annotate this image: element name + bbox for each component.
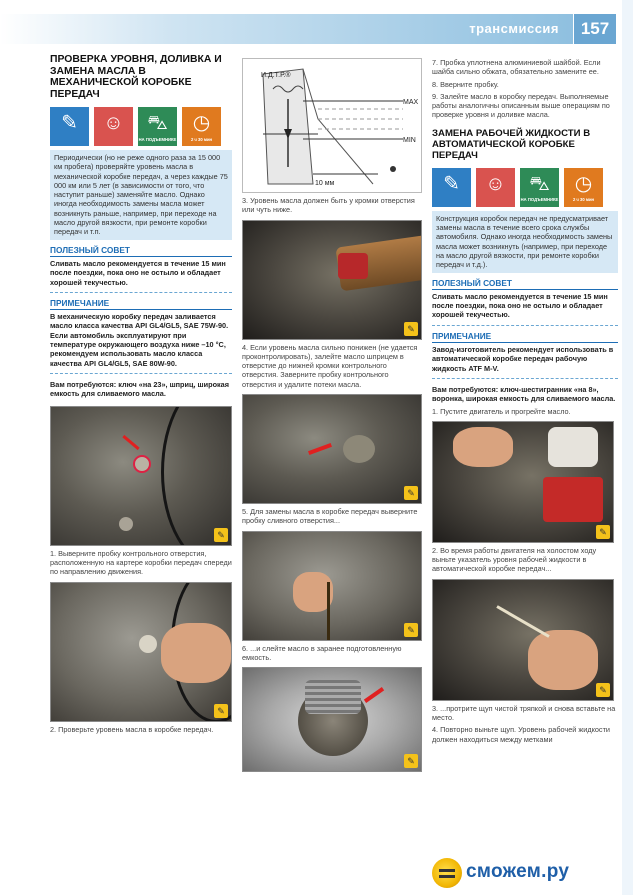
photo-draining — [242, 531, 422, 641]
diagram-label-top: И.Д.Т.Р.® — [261, 72, 291, 79]
badge-icon: ✎ — [404, 754, 418, 768]
badge-icon: ✎ — [214, 528, 228, 542]
step-caption: 5. Для замены масла в коробке передач выверните пробку сливного отверстия... — [242, 507, 418, 526]
tools-needed: Вам потребуются: ключ «на 23», шприц, широкая емкость для сливаемого масла. — [50, 379, 229, 399]
oil-level-diagram — [242, 58, 422, 193]
wrench-icon: ✎ — [432, 168, 471, 207]
divider — [432, 324, 618, 326]
step-caption: 3. ...протрите щуп чистой тряпкой и снова вставьте на место. — [432, 703, 616, 723]
step-text: 7. Пробка уплотнена алюминиевой шайбой. Если шайба сильно обжата, обязательно замените ее. — [432, 58, 601, 77]
clock-icon: ◷ 2 ч 30 мин — [564, 168, 603, 207]
article-title-automatic: ЗАМЕНА РАБОЧЕЙ ЖИДКОСТИ В АВТОМАТИЧЕСКОЙ КОРОБКЕ ПЕРЕДАЧ — [432, 127, 591, 161]
page-number: 157 — [574, 14, 616, 44]
step-caption: 2. Проверьте уровень масла в коробке передач. — [50, 725, 214, 735]
photo-plug-washer — [242, 667, 422, 772]
photo-check-level — [50, 582, 232, 722]
lift-icon: ⛍ НА ПОДЪЕМНИКЕ — [520, 168, 559, 207]
step-caption: 1. Выверните пробку контрольного отверстия, расположенную на картере коробки передач спереди по направлению движения. — [50, 548, 232, 577]
photo-drain-plug — [242, 394, 422, 504]
step-caption: 3. Уровень масла должен быть у кромки отверстия или чуть ниже. — [242, 196, 415, 215]
badge-icon: ✎ — [596, 525, 610, 539]
photo-engine-bay — [432, 421, 614, 543]
advice-text: Сливать масло рекомендуется в течение 15 мин после поездки, пока оно не остыло и обладает хорошей текучестью. — [432, 291, 608, 320]
step-caption: 4. Если уровень масла сильно понижен (не удается проконтролировать), залейте масло шприцем в отверстие до нижней кромки контрольного отверстия. Заверните пробку контрольного отверстия и удалите потеки масла. — [242, 342, 418, 389]
diagram-dimension: 10 мм — [315, 180, 335, 187]
advice-heading: ПОЛЕЗНЫЙ СОВЕТ — [50, 246, 232, 257]
divider — [432, 377, 618, 379]
difficulty-icons — [432, 168, 618, 207]
divider — [50, 372, 232, 374]
note-text: Завод-изготовитель рекомендует использовать в автоматической коробке передач рабочую жидкость ATF M-V. — [432, 345, 614, 373]
difficulty-icons — [50, 107, 232, 146]
photo-syringe — [242, 220, 422, 340]
note-heading: ПРИМЕЧАНИЕ — [50, 299, 232, 310]
step-text: 1. Пустите двигатель и прогрейте масло. — [432, 406, 571, 416]
person-icon: ☺ — [94, 107, 133, 146]
badge-icon: ✎ — [214, 704, 228, 718]
advice-text: Сливать масло рекомендуется в течение 15 мин после поездки, пока оно не остыло и обладает хорошей текучестью. — [50, 258, 226, 287]
level-diagram-svg — [243, 59, 423, 194]
watermark-text: сможем.ру — [466, 861, 570, 882]
intro-paragraph: Периодически (но не реже одного раза за 15 000 км пробега) проверяйте уровень масла в механической коробке передач, а через каждые 75 000 км или 5 лет (в зависимости от того, что наступит раньше) заменяйте масло. Однако иногда необходимость замены масла может возникнуть раньше, например, при переходе на масло другой вязкости, при ремонте коробки передач и т.п. — [50, 150, 232, 240]
person-icon: ☺ — [476, 168, 515, 207]
page-edge-strip — [622, 0, 633, 895]
note-text: В механическую коробку передач заливается масло класса качества API GL4/GL5, SAE 75W-90. Если автомобиль эксплуатируют при температуре окружающего воздуха ниже –10 °С, рекомендуем использовать масло класса качества API GL4/GL5, SAE 80W-90. — [50, 312, 229, 368]
wrench-icon: ✎ — [50, 107, 89, 146]
badge-icon: ✎ — [404, 623, 418, 637]
photo-gearbox-plug — [50, 406, 232, 546]
badge-icon: ✎ — [404, 322, 418, 336]
lift-icon: ⛍ НА ПОДЪЕМНИКЕ — [138, 107, 177, 146]
column-middle — [242, 58, 422, 772]
column-right — [432, 58, 618, 744]
advice-heading: ПОЛЕЗНЫЙ СОВЕТ — [432, 279, 618, 290]
bee-icon — [432, 858, 462, 888]
article-title-manual: ПРОВЕРКА УРОВНЯ, ДОЛИВКА И ЗАМЕНА МАСЛА В МЕХАНИЧЕСКОЙ КОРОБКЕ ПЕРЕДАЧ — [50, 54, 222, 100]
watermark-logo — [430, 858, 615, 888]
photo-dipstick — [432, 579, 614, 701]
column-left — [50, 54, 232, 735]
section-title: трансмиссия — [469, 21, 559, 36]
diagram-max-label: MAX — [403, 99, 419, 106]
step-text: 4. Повторно выньте щуп. Уровень рабочей жидкости должен находиться между метками — [432, 725, 610, 744]
step-text: 9. Залейте масло в коробку передач. Выполняемые работы аналогичны описанным выше операциям по проверке уровня и доливке масла. — [432, 91, 610, 120]
step-caption: 6. ...и слейте масло в заранее подготовленную емкость. — [242, 643, 402, 662]
intro-paragraph: Конструкция коробок передач не предусматривает замены масла в течение всего срока службы автомобиля. Однако иногда необходимость замены масла может возникнуть (например, при переходе на масло другой вязкости, при ремонте коробки передач и т.д.). — [432, 211, 618, 273]
badge-icon: ✎ — [596, 683, 610, 697]
diagram-min-label: MIN — [403, 137, 416, 144]
note-heading: ПРИМЕЧАНИЕ — [432, 332, 618, 343]
tools-needed: Вам потребуются: ключ-шестигранник «на 8», воронка, широкая емкость для сливаемого масла. — [432, 384, 616, 404]
clock-icon: ◷ 2 ч 30 мин — [182, 107, 221, 146]
divider — [50, 291, 232, 293]
step-text: 8. Вверните пробку. — [432, 79, 499, 89]
badge-icon: ✎ — [404, 486, 418, 500]
step-caption: 2. Во время работы двигателя на холостом ходу выньте указатель уровня рабочей жидкости в автоматической коробке передач... — [432, 545, 597, 574]
